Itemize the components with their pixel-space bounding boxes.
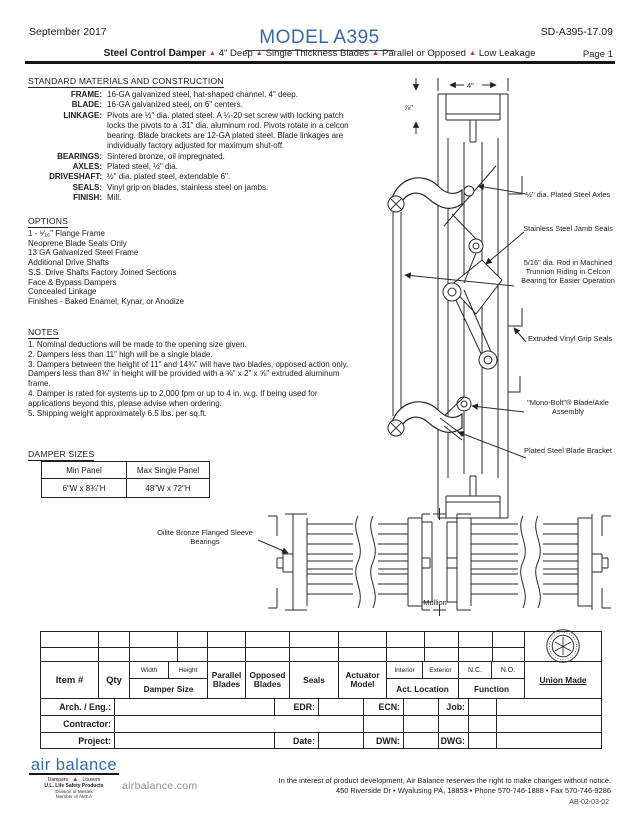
logo-amca-line: Member of AMCA <box>55 794 93 799</box>
spec-text: Vinyl grip on blades, stainless steel on jambs. <box>107 182 269 192</box>
callout-blade-bracket: Plated Steel Blade Bracket <box>524 446 612 455</box>
entry-cell[interactable] <box>177 647 207 661</box>
entry-cell[interactable] <box>41 647 98 661</box>
option-item: 13 GA Galvanized Steel Frame <box>28 248 139 258</box>
subtitle-item: Low Leakage <box>478 48 536 59</box>
job-field[interactable] <box>468 698 496 715</box>
entry-cell[interactable] <box>492 647 524 661</box>
option-item: Concealed Linkage <box>28 287 97 297</box>
union-seal-icon <box>545 628 581 664</box>
options-heading: OPTIONS <box>28 216 69 226</box>
col-seals: Seals <box>289 661 338 698</box>
entry-cell[interactable] <box>386 647 424 661</box>
dwg-label: DWG: <box>438 732 468 748</box>
notice-line: In the interest of product development, Air Balance reserves the right to make changes without notice. <box>278 776 611 785</box>
order-form-row <box>41 715 601 732</box>
materials-heading: STANDARD MATERIALS AND CONSTRUCTION <box>28 76 224 86</box>
dwg-field[interactable] <box>468 732 496 748</box>
page-number: Page 1 <box>582 49 613 60</box>
col-exterior: Exterior <box>422 662 458 678</box>
col-actuator-model: Actuator Model <box>338 661 386 698</box>
header-rule <box>25 61 615 64</box>
dim-top-label: 4" <box>467 81 474 90</box>
callout-mono-bolt: "Mono-Bolt"® Blade/Axle Assembly <box>527 398 609 416</box>
spec-text: ½" dia. plated steel, extendable 6". <box>107 172 231 182</box>
col-act-location <box>386 661 458 698</box>
blank-cell <box>496 698 601 715</box>
address-line: 450 Riverside Dr • Wyalusing PA, 18853 • Phone 570-746-1888 • Fax 570-746-9286 <box>335 785 611 795</box>
note-item: 2. Dampers less than 11" high will be a single blade. <box>28 349 213 359</box>
entry-cell[interactable] <box>207 632 245 647</box>
spec-label: BEARINGS: <box>57 151 102 161</box>
job-label: Job: <box>438 698 468 715</box>
logo-division-line: Division of Mestek <box>55 789 93 794</box>
website-link[interactable]: airbalance.com <box>122 780 198 792</box>
triangle-icon: ▲ <box>468 50 476 57</box>
note-item: 4. Damper is rated for systems up to 2,000 fpm or up to 4 in. w.g. If being used for applications beyond this, please advise when ordering. <box>28 388 318 408</box>
order-form-table <box>40 631 602 749</box>
callout-axles: ½" dia. Plated Steel Axles <box>525 190 611 199</box>
entry-cell[interactable] <box>424 647 458 661</box>
entry-cell[interactable] <box>458 647 492 661</box>
subtitle-item: Single Thickness Blades <box>265 48 370 59</box>
subtitle-item: 4" Deep <box>218 48 253 59</box>
blank-cell <box>468 715 496 732</box>
spec-label: FRAME: <box>70 90 102 99</box>
spec-label: AXLES: <box>72 162 102 172</box>
dwn-label: DWN: <box>363 732 403 748</box>
entry-cell[interactable] <box>245 647 289 661</box>
entry-cell[interactable] <box>338 647 386 661</box>
date-field[interactable] <box>318 732 363 748</box>
entry-cell[interactable] <box>289 647 338 661</box>
company-logo <box>28 757 120 799</box>
subtitle-product: Steel Control Damper <box>103 48 206 59</box>
note-item: 1. Nominal deductions will be made to the opening size given. <box>28 340 247 349</box>
spec-text: 16-GA galvanized steel, on 6" centers. <box>107 100 243 110</box>
logo-tagline: Dampers ▲ Louvers <box>47 776 101 783</box>
arch-eng-label: Arch. / Eng.: <box>41 698 114 715</box>
entry-cell[interactable] <box>177 632 207 647</box>
ecn-field[interactable] <box>403 698 438 715</box>
blank-cell <box>496 715 601 732</box>
doc-date: September 2017 <box>29 26 107 38</box>
order-entry-row <box>41 647 601 661</box>
callout-bearings: Oilite Bronze Flanged Sleeve Bearings <box>157 528 253 546</box>
callout-jamb-seals: Stainless Steel Jamb Seals <box>523 224 613 233</box>
option-item: 1 - ⁵⁄₁₆" Flange Frame <box>28 229 105 238</box>
triangle-icon: ▲ <box>255 50 263 57</box>
option-item: Finishes - Baked Enamel, Kynar, or Anodize <box>28 296 185 306</box>
callout-vinyl-seals: Extruded Vinyl Grip Seals <box>527 334 613 343</box>
entry-cell[interactable] <box>41 632 98 647</box>
col-nc: N.C. <box>468 666 482 674</box>
spec-text: Pivots are ½" dia. plated steel. A ¼-20 set screw with locking patch locks the pivots to a .31" dia. aluminum rod. Pivots rotate in a celcon bearing. Blade brackets are 12-GA plated steel. Blade linkages are individually factory adjusted for maximum shut-off. <box>107 110 349 151</box>
blank-cell <box>403 715 438 732</box>
col-qty: Qty <box>98 661 129 698</box>
col-height: Height <box>168 662 207 678</box>
entry-cell[interactable] <box>129 632 177 647</box>
callout-mullion: Mullion <box>423 598 447 607</box>
damper-sizes-heading: DAMPER SIZES <box>28 449 95 459</box>
note-item: 5. Shipping weight approximately 6.5 lbs. per sq.ft. <box>28 408 207 418</box>
col-damper-size-label: Damper Size <box>143 683 194 694</box>
triangle-icon: ▲ <box>208 50 216 57</box>
spec-label: BLADE: <box>71 100 102 110</box>
notes-heading: NOTES <box>28 327 59 337</box>
entry-cell[interactable] <box>424 632 458 647</box>
blank-cell <box>363 715 403 732</box>
triangle-icon: ▲ <box>372 50 379 57</box>
triangle-icon: ▲ <box>72 776 79 783</box>
spec-label: LINKAGE: <box>63 110 102 120</box>
entry-cell[interactable] <box>492 632 524 647</box>
date-label: Date: <box>274 732 318 748</box>
max-panel-value: 48"W x 72"H <box>127 479 210 498</box>
arch-eng-field[interactable] <box>114 698 274 715</box>
spec-label: DRIVESHAFT: <box>49 172 102 182</box>
options-section <box>28 216 358 307</box>
note-item: 3. Dampers between the height of 11" and 14¾" will have two blades, opposed action only. Dampers less than 8¾" in height will be provided with a ⅝" x 2" x ⅝" extruded aluminum frame. <box>28 359 349 389</box>
entry-cell[interactable] <box>207 647 245 661</box>
spec-list <box>28 90 362 203</box>
edr-field[interactable] <box>318 698 363 715</box>
blank-cell <box>496 732 601 748</box>
logo-ul-line: U.L. Life Safety Products <box>44 783 104 789</box>
callout-rod-trunnion: 5/16" dia. Rod in Machined Trunnion Riding in Celcon Bearing for Easier Operation <box>521 258 615 285</box>
project-label: Project: <box>41 732 114 748</box>
doc-number: SD-A395-17.09 <box>540 26 613 38</box>
page-title: MODEL A395 <box>0 27 639 51</box>
blank-cell <box>438 715 468 732</box>
order-form-row <box>41 732 601 748</box>
col-union-made: Union Made <box>524 661 601 698</box>
col-parallel-blades: Parallel Blades <box>207 661 245 698</box>
damper-sizes-col-header: Min Panel <box>42 462 127 479</box>
spec-text: Mill. <box>107 192 122 202</box>
order-form-row <box>41 698 601 715</box>
materials-section <box>28 76 362 203</box>
col-width: Width <box>140 666 158 674</box>
doc-code: AB-02-03-02 <box>569 799 609 806</box>
entry-cell[interactable] <box>338 632 386 647</box>
order-header-row <box>41 661 601 698</box>
col-item: Item # <box>41 661 98 698</box>
spec-label: FINISH: <box>73 192 102 202</box>
edr-label: EDR: <box>274 698 318 715</box>
col-function-label: Function <box>473 683 510 694</box>
col-interior: Interior <box>394 666 415 674</box>
ecn-label: ECN: <box>363 698 403 715</box>
col-opposed-blades: Opposed Blades <box>245 661 289 698</box>
option-item: Additional Drive Shafts <box>28 258 109 268</box>
spec-text: Plated steel, ½" dia. <box>107 162 178 172</box>
spec-label: SEALS: <box>72 182 102 192</box>
option-item: Face & Bypass Dampers <box>28 277 117 287</box>
entry-cell[interactable] <box>98 632 129 647</box>
mullion-section-drawing <box>140 508 632 618</box>
entry-cell[interactable] <box>458 632 492 647</box>
notes-section <box>28 327 360 418</box>
damper-sizes-col-header: Max Single Panel <box>127 462 210 479</box>
subtitle <box>0 48 639 59</box>
order-entry-row <box>41 632 601 647</box>
min-panel-value: 6"W x 8¾"H <box>42 479 127 498</box>
col-no: N.O. <box>491 662 524 678</box>
col-damper-size <box>129 661 207 698</box>
dim-left-label: ⅞" <box>404 103 413 112</box>
air-balance-logo: air balance <box>30 756 118 774</box>
entry-cell[interactable] <box>98 647 129 661</box>
option-item: S.S. Drive Shafts Factory Joined Sections <box>28 267 177 277</box>
col-act-location-label: Act. Location <box>396 683 449 694</box>
spec-text: 16-GA galvanized steel, hat-shaped channel, 4" deep. <box>107 90 298 99</box>
subtitle-item: Parallel or Opposed <box>381 48 466 59</box>
entry-cell[interactable] <box>386 632 424 647</box>
entry-cell[interactable] <box>289 632 338 647</box>
entry-cell[interactable] <box>129 647 177 661</box>
contractor-label: Contractor: <box>41 715 114 732</box>
project-field[interactable] <box>114 732 274 748</box>
damper-sizes-table <box>41 461 210 498</box>
contractor-field[interactable] <box>114 715 363 732</box>
dwn-field[interactable] <box>403 732 438 748</box>
option-item: Neoprene Blade Seals Only <box>28 238 127 248</box>
col-function <box>458 661 524 698</box>
spec-text: Sintered bronze, oil impregnated. <box>107 151 225 161</box>
footer-notice <box>171 776 611 795</box>
entry-cell[interactable] <box>245 632 289 647</box>
